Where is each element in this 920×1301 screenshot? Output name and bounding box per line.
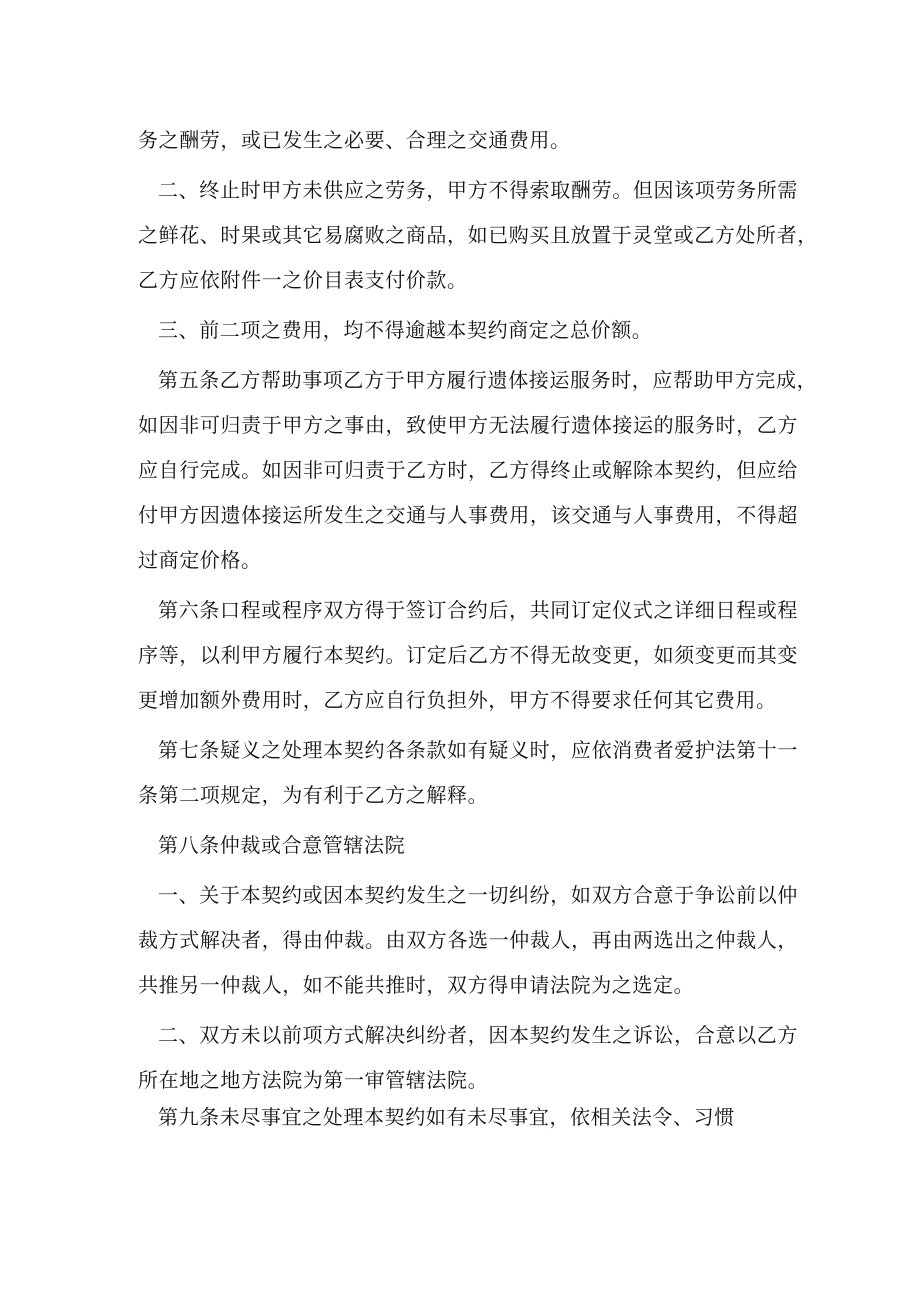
text-line: 第五条乙方帮助事项乙方于甲方履行遗体接运服务时，应帮助甲方完成， bbox=[158, 368, 818, 392]
text-line: 乙方应依附件一之价目表支付价款。 bbox=[138, 268, 468, 292]
text-line: 第九条未尽事宜之处理本契约如有未尽事宜，依相关法令、习惯 bbox=[158, 1105, 735, 1129]
text-line: 应自行完成。如因非可归责于乙方时，乙方得终止或解除本契约，但应给 bbox=[138, 458, 798, 482]
text-line: 所在地之地方法院为第一审管辖法院。 bbox=[138, 1068, 489, 1092]
text-line: 付甲方因遗体接运所发生之交通与人事费用，该交通与人事费用，不得超 bbox=[138, 503, 798, 527]
text-line: 序等，以利甲方履行本契约。订定后乙方不得无故变更，如须变更而其变 bbox=[138, 643, 798, 667]
text-line: 三、前二项之费用，均不得逾越本契约商定之总价额。 bbox=[158, 318, 653, 342]
text-line: 裁方式解决者，得由仲裁。由双方各选一仲裁人，再由两选出之仲裁人， bbox=[138, 928, 798, 952]
text-line: 之鲜花、时果或其它易腐败之商品，如已购买且放置于灵堂或乙方处所者， bbox=[138, 223, 818, 247]
text-line: 更增加额外费用时，乙方应自行负担外，甲方不得要求任何其它费用。 bbox=[138, 688, 777, 712]
text-line: 过商定价格。 bbox=[138, 548, 262, 572]
text-line: 第六条口程或程序双方得于签订合约后，共同订定仪式之详细日程或程 bbox=[158, 598, 798, 622]
text-line: 条第二项规定，为有利于乙方之解释。 bbox=[138, 783, 489, 807]
text-line: 二、终止时甲方未供应之劳务，甲方不得索取酬劳。但因该项劳务所需 bbox=[158, 178, 798, 202]
text-line: 第七条疑义之处理本契约各条款如有疑义时，应依消费者爱护法第十一 bbox=[158, 738, 798, 762]
text-line: 共推另一仲裁人，如不能共推时，双方得申请法院为之选定。 bbox=[138, 973, 695, 997]
text-line: 务之酬劳，或已发生之必要、合理之交通费用。 bbox=[138, 128, 571, 152]
text-line: 如因非可归责于甲方之事由，致使甲方无法履行遗体接运的服务时，乙方 bbox=[138, 413, 798, 437]
text-line: 一、关于本契约或因本契约发生之一切纠纷，如双方合意于争讼前以仲 bbox=[158, 883, 798, 907]
section-heading: 第八条仲裁或合意管辖法院 bbox=[158, 833, 406, 857]
text-line: 二、双方未以前项方式解决纠纷者，因本契约发生之诉讼，合意以乙方 bbox=[158, 1023, 798, 1047]
